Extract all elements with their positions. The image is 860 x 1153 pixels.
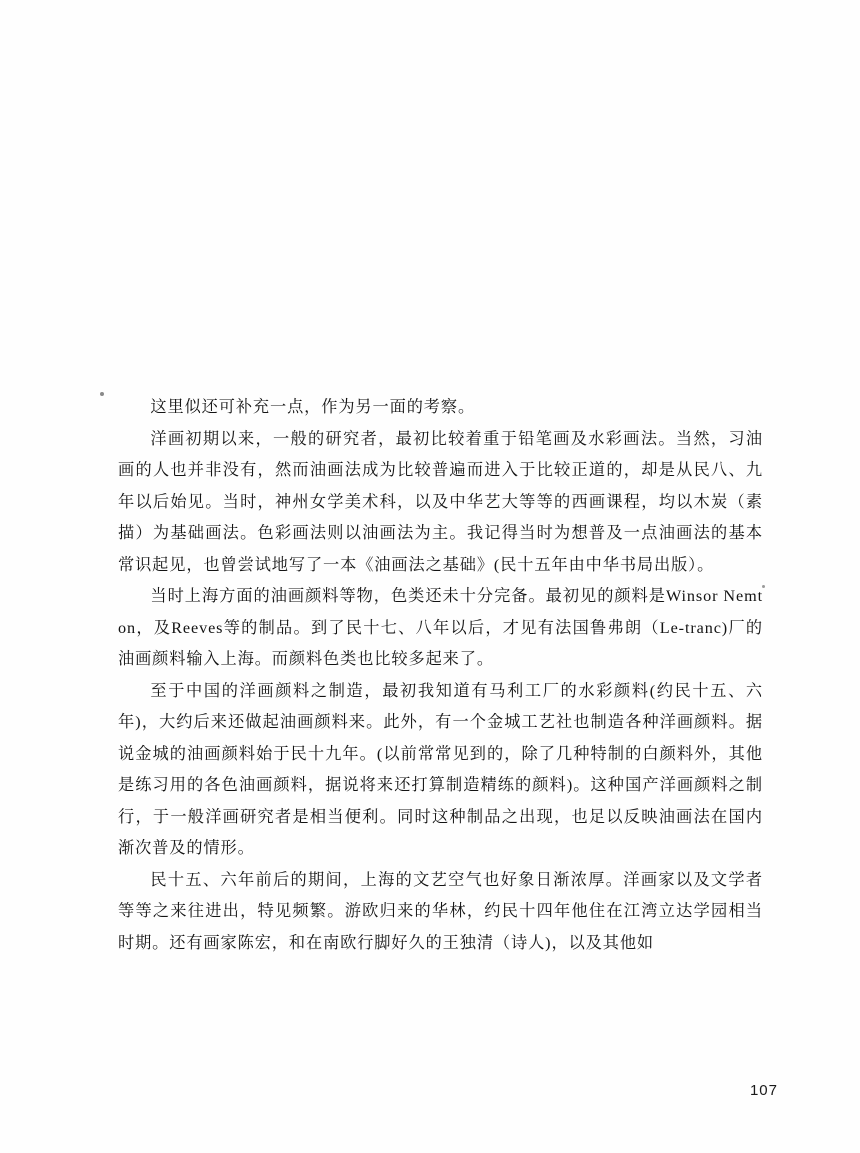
paragraph-2: 洋画初期以来，一般的研究者，最初比较着重于铅笔画及水彩画法。当然，习油画的人也并非没有，然而油画法成为比较普遍而进入于比较正道的，却是从民八、九年以后始见。当时，神州女学美术科，以及中华艺大等等的西画课程，均以木炭（素描）为基础画法。色彩画法则以油画法为主。我记得当时为想普及一点油画法的基本常识起见，也曾尝试地写了一本《油画法之基础》(民十五年由中华书局出版）。 — [118, 429, 763, 574]
page-number: 107 — [749, 1082, 778, 1099]
print-speck-left — [100, 392, 104, 396]
page-text-body — [118, 392, 763, 959]
paragraph-5: 民十五、六年前后的期间，上海的文艺空气也好象日渐浓厚。洋画家以及文学者等等之来往进出，特见频繁。游欧归来的华林，约民十四年他住在江湾立达学园相当时期。还有画家陈宏，和在南欧行脚好久的王独清（诗人)，以及其他如 — [118, 870, 763, 952]
paragraph-4: 至于中国的洋画颜料之制造，最初我知道有马利工厂的水彩颜料(约民十五、六年)，大约后来还做起油画颜料来。此外，有一个金城工艺社也制造各种洋画颜料。据说金城的油画颜料始于民十九年。(以前常常见到的，除了几种特制的白颜料外，其他是练习用的各色油画颜料，据说将来还打算制造精练的颜料)。这种国产洋画颜料之制行，于一般洋画研究者是相当便利。同时这种制品之出现，也足以反映油画法在国内渐次普及的情形。 — [118, 681, 763, 857]
paragraph-3: 当时上海方面的油画颜料等物，色类还未十分完备。最初见的颜料是Winsor Nemton，及Reeves等的制品。到了民十七、八年以后，才见有法国鲁弗朗（Le-tranc)厂的油画颜料输入上海。而颜料色类也比较多起来了。 — [118, 587, 763, 668]
paragraph-1: 这里似还可补充一点，作为另一面的考察。 — [150, 398, 476, 416]
